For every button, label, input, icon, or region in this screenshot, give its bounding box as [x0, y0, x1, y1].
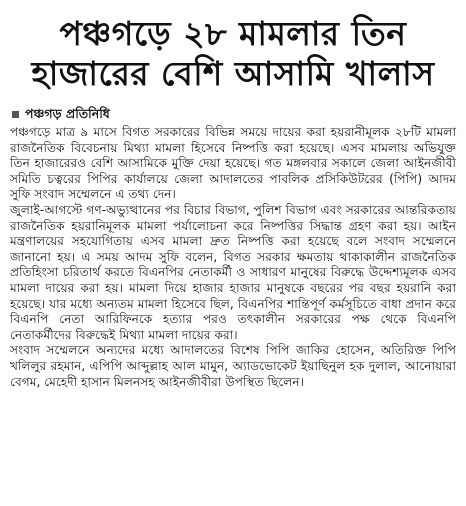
article-body	[10, 125, 456, 390]
square-bullet-icon	[12, 111, 19, 118]
headline-line-1: পঞ্চগড়ে ২৮ মামলার তিন	[59, 14, 407, 53]
headline-line-2: হাজারের বেশি আসামি খালাস	[31, 54, 435, 93]
headline	[10, 14, 456, 94]
byline	[12, 106, 456, 122]
paragraph: পঞ্চগড়ে মাত্র ৯ মাসে বিগত সরকারের বিভিন্ন সময়ে দায়ের করা হয়রানীমূলক ২৮টি মামলা রাজনৈতিক বিবেচনায় মিথ্যা মামলা হিসেবে নিষ্পত্তি করা হয়েছে। এসব মামলায় অভিযুক্ত তিন হাজারেরও বেশি আসামিকে মুক্তি দেয়া হয়েছে। গত মঙ্গলবার সকালে জেলা আইনজীবী সমিতি চত্বরের পিপির কার্যালয়ে জেলা আদালতের পাবলিক প্রসিকিউটরের (পিপি) আদম সুফি সংবাদ সম্মেলনে এ তথ্য দেন।	[10, 125, 456, 202]
paragraph: সংবাদ সম্মেলনে অন্যদের মধ্যে আদালতের বিশেষ পিপি জাকির হোসেন, অতিরিক্ত পিপি খলিলুর রহমান, এপিপি আব্দুল্লাহ আল মামুন, অ্যাডভোকেট ইয়াছিনুল হক দুলাল, আনোয়ারা বেগম, মেহেদী হাসান মিলনসহ আইনজীবীরা উপস্থিত ছিলেন।	[10, 343, 456, 389]
paragraph: জুলাই-আগস্টে গণ-অভ্যুত্থানের পর বিচার বিভাগ, পুলিশ বিভাগ এবং সরকারের আন্তরিকতায় রাজনৈতিক হয়রানিমূলক মামলা পর্যালোচনা করে নিষ্পত্তির সিদ্ধান্ত গ্রহণ করা হয়। আইন মন্ত্রণালয়ের সহযোগিতায় এসব মামলা দ্রুত নিষ্পত্তি করা হয়েছে বলে সংবাদ সম্মেলনে জানানো হয়। এ সময় আদম সুফি বলেন, বিগত সরকার ক্ষমতায় থাকাকালীন রাজনৈতিক প্রতিহিংসা চরিতার্থ করতে বিএনপির নেতাকর্মী ও সাধারণ মানুষের বিরুদ্ধে উদ্দেশ্যমূলক এসব মামলা দায়ের করা হয়। মামলা দিয়ে হাজার হাজার মানুষকে বছরের পর বছর হয়রানি করা হয়েছে। যার মধ্যে অন্যতম মামলা হিসেবে ছিল, বিএনপির শান্তিপূর্ণ কর্মসূচিতে বাধা প্রদান করে বিএনপি নেতা আরিফিনকে হত্যার পরও তৎকালীন সরকারের পক্ষ থেকে বিএনপি নেতাকর্মীদের বিরুদ্ধেই মিথ্যা মামলা দায়ের করা।	[10, 202, 456, 342]
byline-text: পঞ্চগড় প্রতিনিধি	[25, 106, 110, 121]
